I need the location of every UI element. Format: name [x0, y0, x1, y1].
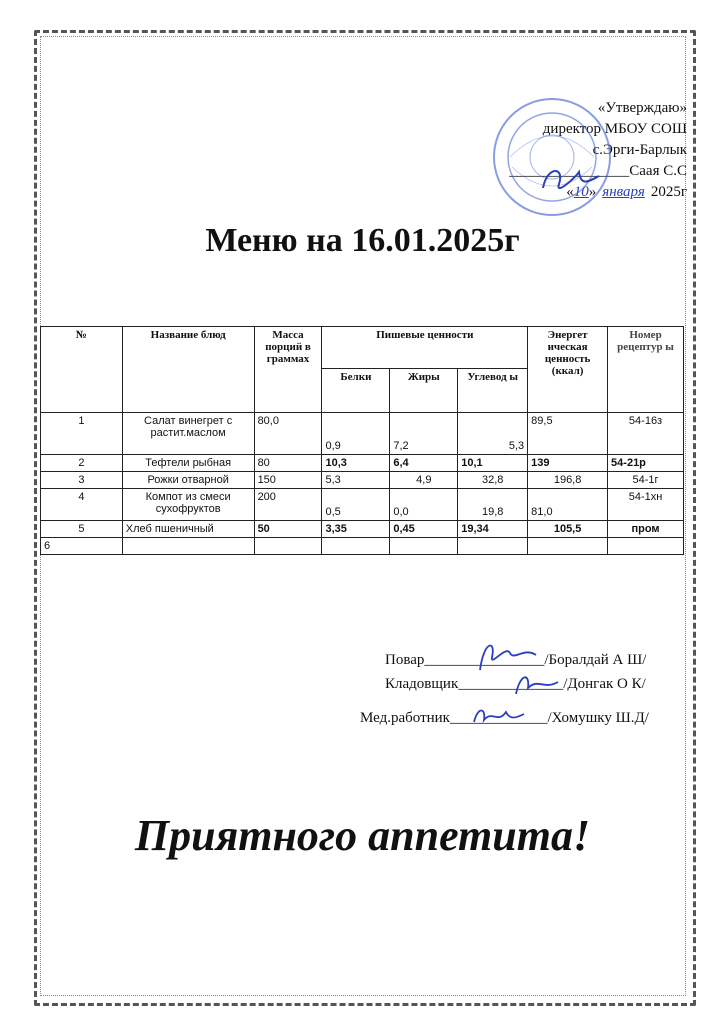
- row-recipe: 54-1г: [608, 472, 684, 489]
- approval-month: января: [602, 184, 645, 200]
- row-num: 5: [41, 521, 123, 538]
- header-nutrition: Пишевые ценности: [322, 327, 528, 369]
- table-row: [41, 413, 684, 455]
- row-recipe: 54-21р: [608, 455, 684, 472]
- row-recipe: [608, 538, 684, 555]
- row-fat: 0,45: [390, 521, 458, 538]
- row-protein: 5,3: [322, 472, 390, 489]
- row-protein: 0,9: [322, 413, 390, 455]
- storekeeper-role: Кладовщик: [385, 676, 459, 692]
- approval-day: 10: [573, 184, 589, 200]
- storekeeper-signature-icon: [508, 664, 568, 704]
- row-mass: 80,0: [254, 413, 322, 455]
- row-num: 6: [41, 538, 123, 555]
- row-energy: [528, 538, 608, 555]
- menu-table: [40, 326, 684, 555]
- row-carbs: 19,8: [458, 489, 528, 521]
- footer-greeting: Приятного аппетита!: [134, 811, 591, 860]
- medic-signature-icon: [468, 702, 528, 732]
- director-name: Саая С.С: [629, 163, 687, 179]
- row-num: 3: [41, 472, 123, 489]
- row-name: [122, 538, 254, 555]
- row-carbs: 5,3: [458, 413, 528, 455]
- row-recipe: 54-1хн: [608, 489, 684, 521]
- row-protein: 0,5: [322, 489, 390, 521]
- approval-line-2: директор МБОУ СОШ: [542, 121, 687, 137]
- row-carbs: 32,8: [458, 472, 528, 489]
- table-row: [41, 521, 684, 538]
- row-fat: 6,4: [390, 455, 458, 472]
- row-name: Рожки отварной: [122, 472, 254, 489]
- row-carbs: 19,34: [458, 521, 528, 538]
- header-recipe: Номер рецептур ы: [608, 327, 684, 413]
- storekeeper-signature-line: Кладовщик______________/Донгак О К/: [385, 676, 646, 692]
- director-signature-icon: [535, 158, 605, 208]
- row-protein: 3,35: [322, 521, 390, 538]
- medic-role: Мед.работник: [360, 710, 450, 726]
- cook-signature-line: Повар________________/Боралдай А Ш/: [385, 652, 647, 668]
- header-mass: Масса порций в граммах: [254, 327, 322, 413]
- row-name: Хлеб пшеничный: [122, 521, 254, 538]
- row-mass: 50: [254, 521, 322, 538]
- table-row: [41, 489, 684, 521]
- page-title: Меню на 16.01.2025г: [205, 222, 520, 259]
- approval-year: 2025г: [650, 184, 687, 200]
- header-name: Название блюд: [122, 327, 254, 413]
- row-carbs: [458, 538, 528, 555]
- row-fat: [390, 538, 458, 555]
- row-fat: 0,0: [390, 489, 458, 521]
- row-protein: [322, 538, 390, 555]
- header-protein: Белки: [322, 369, 390, 413]
- row-fat: 4,9: [390, 472, 458, 489]
- row-energy: 89,5: [528, 413, 608, 455]
- table-row: [41, 472, 684, 489]
- header-fat: Жиры: [390, 369, 458, 413]
- medic-signature-line: Мед.работник_____________/Хомушку Ш.Д/: [360, 710, 649, 726]
- row-recipe: пром: [608, 521, 684, 538]
- row-recipe: 54-16з: [608, 413, 684, 455]
- row-energy: 196,8: [528, 472, 608, 489]
- row-num: 2: [41, 455, 123, 472]
- row-energy: 105,5: [528, 521, 608, 538]
- row-protein: 10,3: [322, 455, 390, 472]
- row-carbs: 10,1: [458, 455, 528, 472]
- row-energy: 81,0: [528, 489, 608, 521]
- medic-name: /Хомушку Ш.Д/: [547, 710, 649, 726]
- approval-line-1: «Утверждаю»: [597, 100, 687, 116]
- row-mass: 150: [254, 472, 322, 489]
- approval-line-3: с.Эрги-Барлык: [592, 142, 687, 158]
- row-mass: [254, 538, 322, 555]
- row-num: 4: [41, 489, 123, 521]
- header-carbs: Углевод ы: [458, 369, 528, 413]
- header-energy: Энергет ическая ценность (ккал): [528, 327, 608, 413]
- row-name: Салат винегрет с растит.маслом: [122, 413, 254, 455]
- table-row: [41, 538, 684, 555]
- row-mass: 80: [254, 455, 322, 472]
- row-fat: 7,2: [390, 413, 458, 455]
- approval-line-4: ________________Саая С.С: [509, 163, 687, 179]
- cook-role: Повар: [385, 652, 425, 668]
- approval-line-5: «10» января 2025г: [566, 184, 687, 200]
- table-row: [41, 455, 684, 472]
- row-name: Компот из смеси сухофруктов: [122, 489, 254, 521]
- row-mass: 200: [254, 489, 322, 521]
- row-num: 1: [41, 413, 123, 455]
- storekeeper-name: /Донгак О К/: [563, 676, 646, 692]
- row-name: Тефтели рыбная: [122, 455, 254, 472]
- cook-name: /Боралдай А Ш/: [544, 652, 647, 668]
- row-energy: 139: [528, 455, 608, 472]
- header-num: №: [41, 327, 123, 413]
